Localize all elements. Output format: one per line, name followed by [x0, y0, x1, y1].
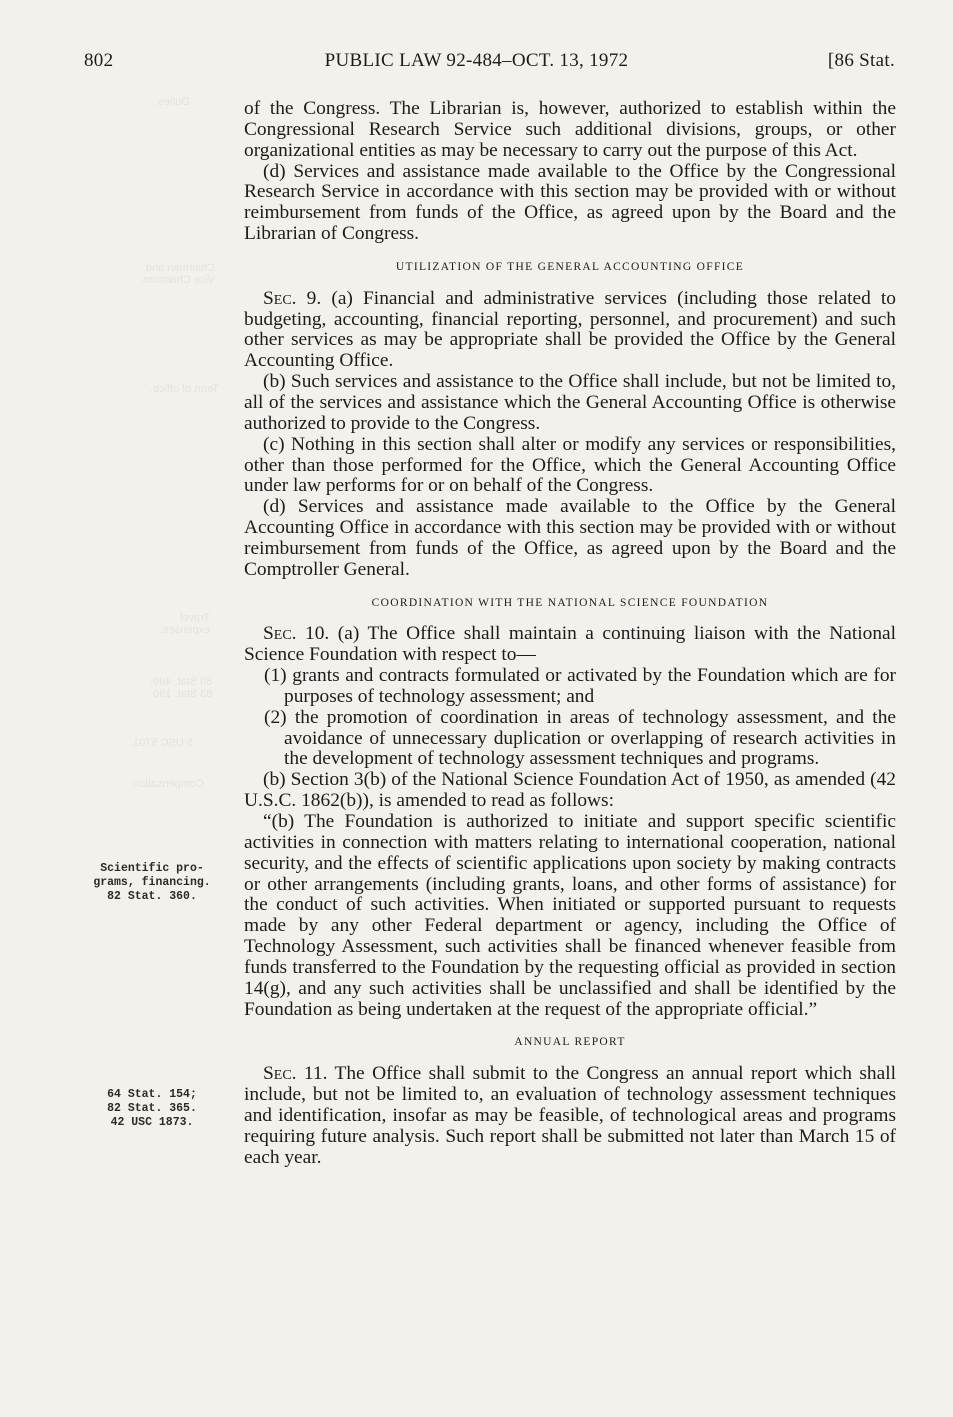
body-text: [244, 99, 896, 1169]
bleed-through-text: Duties.: [155, 96, 190, 108]
paragraph: of the Congress. The Librarian is, however, authorized to establish within the Congressional Research Service such additional divisions, groups, or other organizational entities as may be necessary to carry out the purpose of this Act.: [244, 98, 896, 161]
paragraph: “(b) The Foundation is authorized to initiate and support specific scientific activities in connection with matters relating to international cooperation, national security, and the effects of scientific applications upon society by making contracts or other arrangements (including grants, loans, and other forms of assistance) for the conduct of such activities. When initiated or supported pursuant to requests made by any other Federal department or agency, including the Office of Technology Assessment, such activities shall be financed whenever feasible from funds transferred to the Foundation by the requesting official as provided in section 14(g), and any such activities shall be unclassified and shall be identified by the Foundation as being undertaken at the request of the appropriate official.”: [244, 811, 896, 1020]
paragraph: (d) Services and assistance made available to the Office by the General Accounting Office in accordance with this section may be provided with or without reimbursement from funds of the Office, as agreed upon by the Board and the Comptroller General.: [244, 496, 896, 580]
margin-note-scientific-programs: Scientific pro- grams, financing. 82 Stat. 360.: [93, 862, 211, 903]
margin-note-statute-citations: 64 Stat. 154; 82 Stat. 365. 42 USC 1873.: [107, 1088, 197, 1129]
section-label: Sec. 9.: [263, 287, 322, 309]
section-label: Sec. 11.: [263, 1063, 328, 1085]
running-head-title: PUBLIC LAW 92-484–OCT. 13, 1972: [324, 50, 629, 71]
paragraph: (b) Such services and assistance to the Office shall include, but not be limited to, all of the services and assistance which the General Accounting Office is otherwise authorized to provide to the Congress.: [244, 371, 896, 434]
paragraph: (b) Section 3(b) of the National Science Foundation Act of 1950, as amended (42 U.S.C. 1862(b)), is amended to read as follows:: [244, 769, 896, 812]
paragraph: (d) Services and assistance made available to the Office by the Congressional Research Service in accordance with this section may be provided with or without reimbursement from funds of the Office, as agreed upon by the Board and the Librarian of Congress.: [244, 160, 896, 245]
paragraph: (c) Nothing in this section shall alter or modify any services or responsibilities, other than those performed for the Office, which the General Accounting Office under law performs for or on behalf of the Congress.: [244, 433, 896, 497]
statute-reference: [86 Stat.: [827, 50, 895, 71]
bleed-through-text: Compensation.: [130, 778, 204, 790]
section-label: Sec. 10.: [263, 623, 330, 645]
bleed-through-text: Travel expenses.: [160, 612, 211, 636]
bleed-through-text: 80 Stat. 499; 83 Stat. 190.: [150, 676, 213, 700]
paragraph: Sec. 10. (a) The Office shall maintain a continuing liaison with the National Science Foundation with respect to—: [244, 623, 897, 666]
section-heading: ANNUAL REPORT: [514, 1036, 626, 1049]
section-heading: UTILIZATION OF THE GENERAL ACCOUNTING OFFICE: [395, 260, 745, 273]
section-heading: COORDINATION WITH THE NATIONAL SCIENCE FOUNDATION: [371, 596, 769, 609]
list-item: (1) grants and contracts formulated or activated by the Foundation which are for purposes of technology assessment; and: [264, 665, 896, 707]
page-number: 802: [84, 50, 114, 71]
bleed-through-text: Chairman and Vice Chairman.: [140, 262, 215, 286]
paragraph: Sec. 9. (a) Financial and administrative services (including those related to budgeting, accounting, financial reporting, personnel, and procurement) and such other services as may be appropriate shall be provided the Office by the General Accounting Office.: [244, 287, 896, 372]
bleed-through-text: Term of office.: [150, 383, 219, 395]
list-item: (2) the promotion of coordination in areas of technology assessment, and the avoidance of unnecessary duplication or overlapping of research activities in the development of technology assessment techniques and programs.: [264, 706, 896, 770]
paragraph: Sec. 11. The Office shall submit to the Congress an annual report which shall include, but not be limited to, an evaluation of technology assessment techniques and identification, insofar as may be feasible, of technological areas and programs requiring future analysis. Such report shall be submitted not later than March 15 of each year.: [244, 1063, 896, 1168]
bleed-through-text: 5 USC 5701.: [130, 737, 193, 749]
